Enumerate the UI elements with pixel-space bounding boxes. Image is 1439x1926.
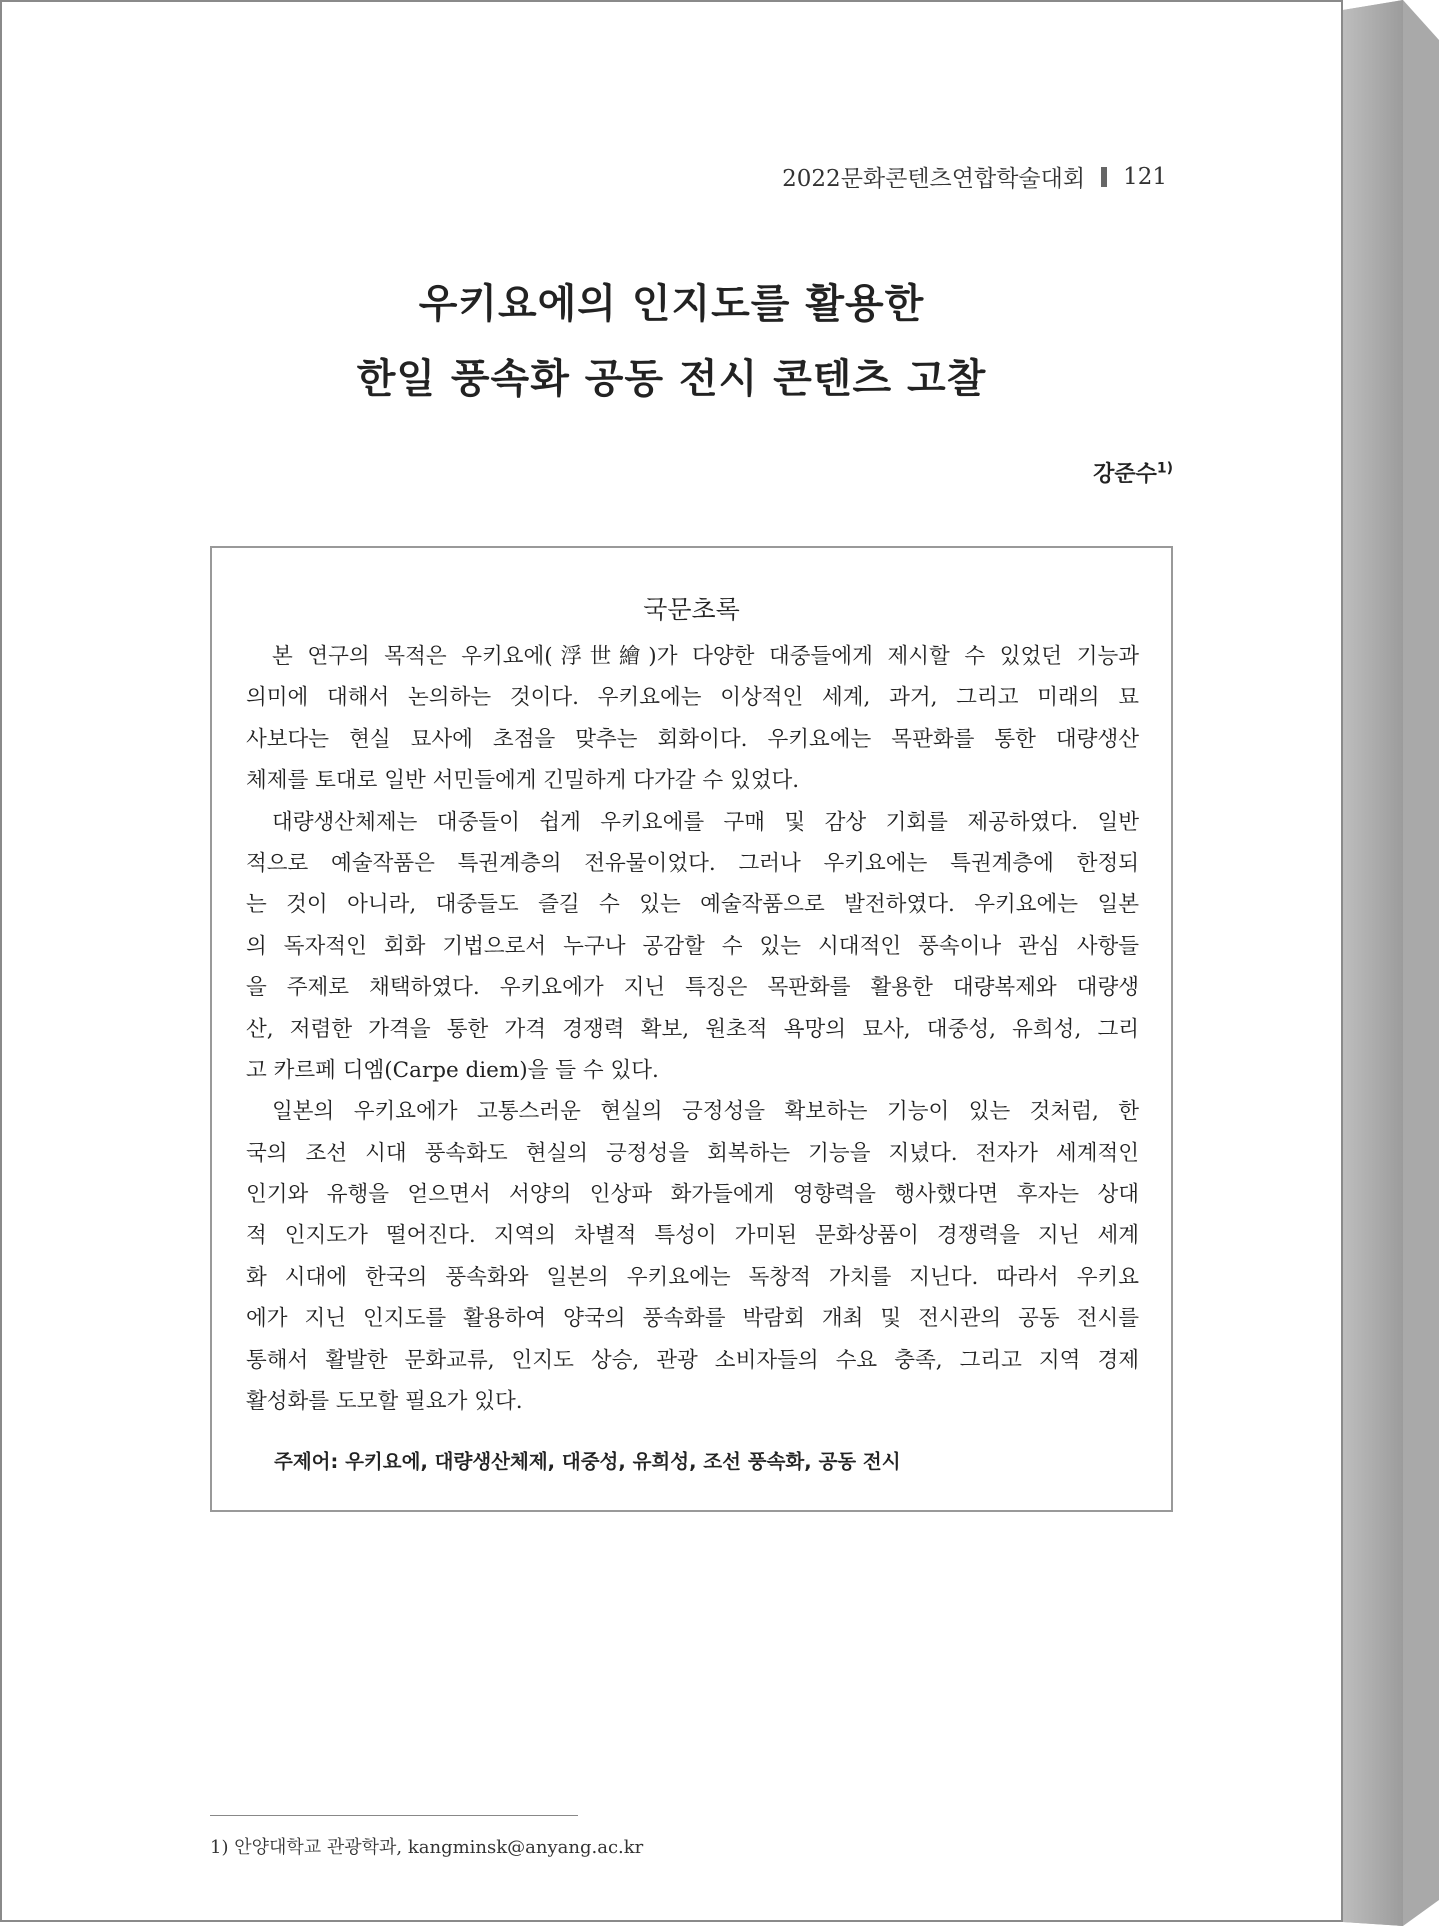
abstract-line: 산, 저렴한 가격을 통한 가격 경쟁력 확보, 원초적 욕망의 묘사, 대중성, 유희성, 그리 <box>246 1016 1139 1042</box>
running-header <box>782 160 1167 193</box>
abstract-line: 의미에 대해서 논의하는 것이다. 우키요에는 이상적인 세계, 과거, 그리고 미래의 묘 <box>246 685 1139 711</box>
abstract-line: 고 카르페 디엠(Carpe diem)을 들 수 있다. <box>246 1057 659 1083</box>
abstract-line: 에가 지닌 인지도를 활용하여 양국의 풍속화를 박람회 개최 및 전시관의 공동 전시를 <box>246 1306 1139 1332</box>
abstract-line: 국의 조선 시대 풍속화도 현실의 긍정성을 회복하는 기능을 지녔다. 전자가 세계적인 <box>246 1140 1139 1166</box>
page-number: 121 <box>1123 163 1167 190</box>
author-name: 강준수 <box>1093 462 1157 487</box>
author <box>1093 457 1173 488</box>
abstract-line: 본 연구의 목적은 우키요에(浮世繪)가 다양한 대중들에게 제시할 수 있었던 기능과 <box>272 644 1139 669</box>
abstract-line: 의 독자적인 회화 기법으로서 누구나 공감할 수 있는 시대적인 풍속이나 관심 사항들 <box>246 933 1139 959</box>
abstract-line: 일본의 우키요에가 고통스러운 현실의 긍정성을 확보하는 기능이 있는 것처럼, 한 <box>272 1099 1139 1125</box>
abstract-line: 활성화를 도모할 필요가 있다. <box>246 1389 523 1415</box>
header-separator <box>1101 167 1107 187</box>
abstract-line: 는 것이 아니라, 대중들도 즐길 수 있는 예술작품으로 발전하였다. 우키요에는 일본 <box>246 892 1139 918</box>
abstract-line: 체제를 토대로 일반 서민들에게 긴밀하게 다가갈 수 있었다. <box>246 768 800 794</box>
keywords: 주제어: 우키요에, 대량생산체제, 대중성, 유희성, 조선 풍속화, 공동 전시 <box>274 1450 901 1473</box>
abstract-line: 적 인지도가 떨어진다. 지역의 차별적 특성이 가미된 문화상품이 경쟁력을 지닌 세계 <box>246 1223 1139 1249</box>
abstract-box <box>210 546 1173 1512</box>
running-title: 2022문화콘텐츠연합학술대회 <box>782 166 1086 192</box>
abstract-line: 을 주제로 채택하였다. 우키요에가 지닌 특징은 목판화를 활용한 대량복제와 대량생 <box>246 975 1139 1001</box>
footnote: 1) 안양대학교 관광학과, kangminsk@anyang.ac.kr <box>210 1837 644 1858</box>
author-footnote-mark: 1) <box>1156 460 1173 477</box>
abstract-line: 사보다는 현실 묘사에 초점을 맞추는 회화이다. 우키요에는 목판화를 통한 대량생산 <box>246 726 1139 752</box>
paper-title-line-1: 우키요에의 인지도를 활용한 <box>418 281 925 327</box>
page-edge-shade <box>1343 0 1403 1926</box>
abstract-heading: 국문초록 <box>643 595 740 624</box>
abstract-line: 통해서 활발한 문화교류, 인지도 상승, 관광 소비자들의 수요 충족, 그리고 지역 경제 <box>246 1347 1139 1373</box>
footnote-divider <box>210 1815 578 1816</box>
abstract-line: 대량생산체제는 대중들이 쉽게 우키요에를 구매 및 감상 기회를 제공하였다. 일반 <box>272 809 1139 835</box>
abstract-line: 화 시대에 한국의 풍속화와 일본의 우키요에는 독창적 가치를 지닌다. 따라서 우키요 <box>246 1264 1139 1290</box>
abstract-line: 인기와 유행을 얻으면서 서양의 인상파 화가들에게 영향력을 행사했다면 후자는 상대 <box>246 1182 1139 1208</box>
paper-title-line-2: 한일 풍속화 공동 전시 콘텐츠 고찰 <box>356 356 987 402</box>
abstract-body <box>246 636 1139 1422</box>
abstract-line: 적으로 예술작품은 특권계층의 전유물이었다. 그러나 우키요에는 특권계층에 한정되 <box>246 850 1139 876</box>
